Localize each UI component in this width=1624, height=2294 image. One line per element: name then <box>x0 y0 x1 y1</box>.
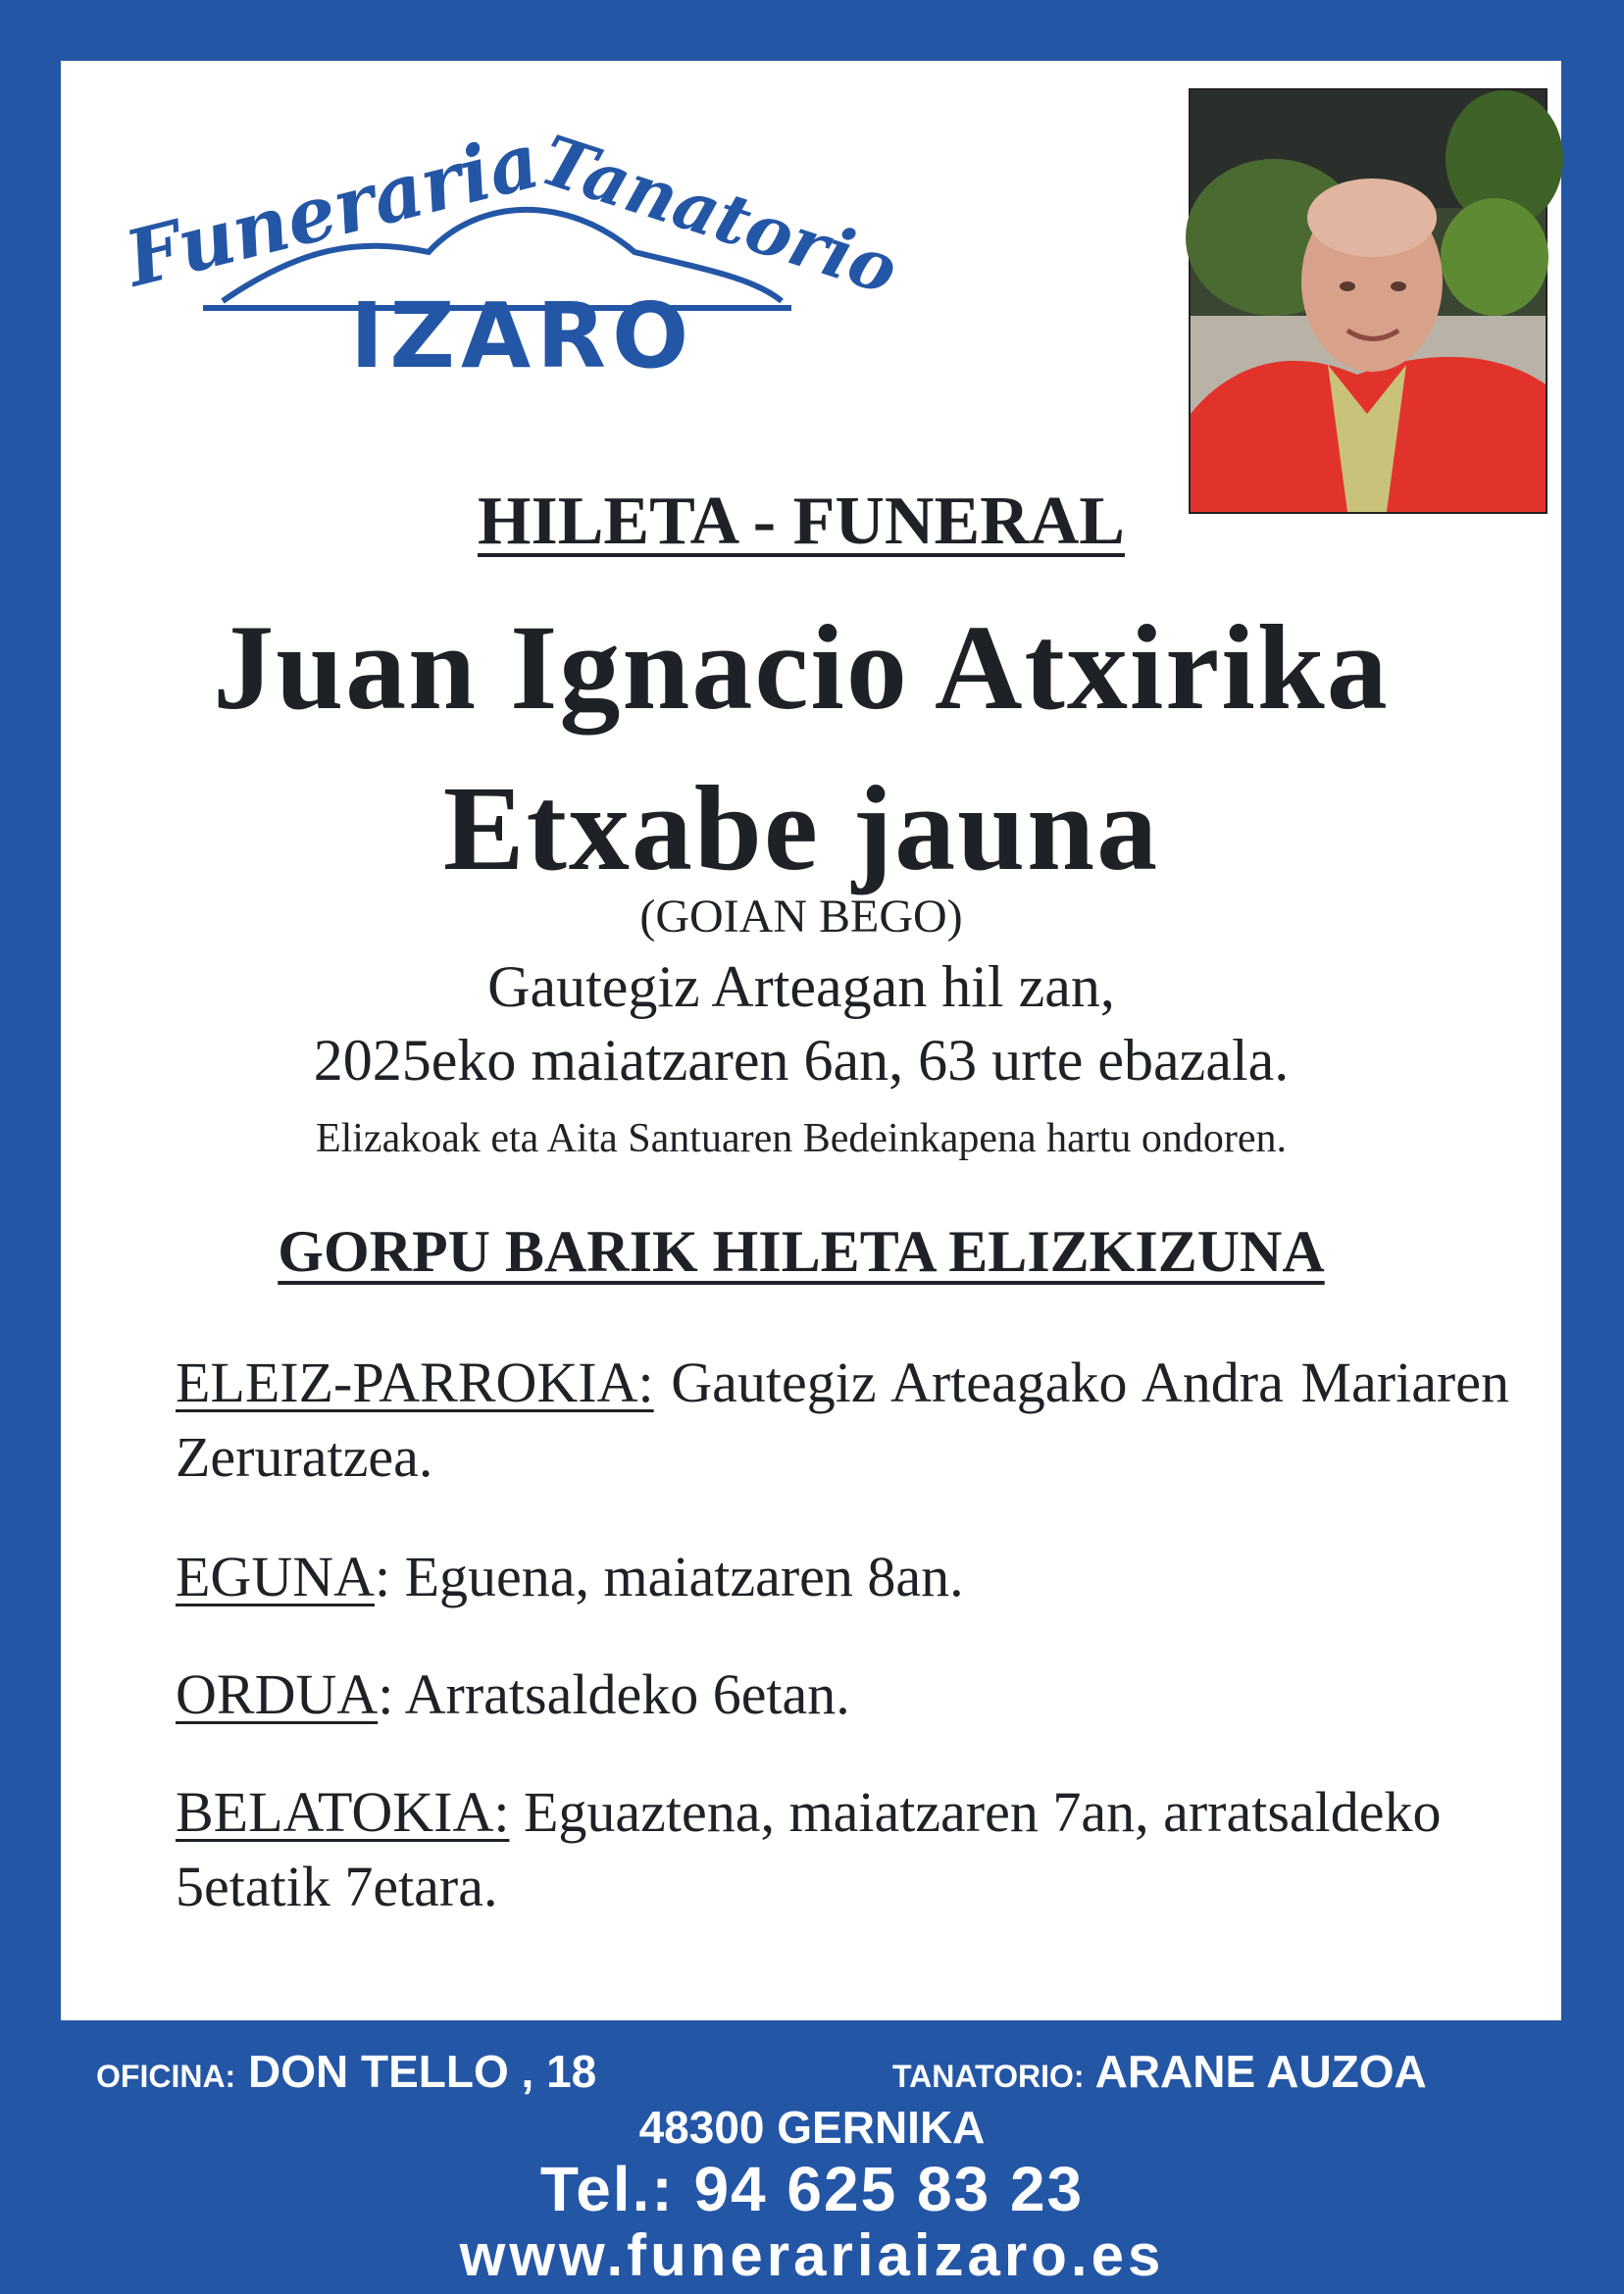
ceremony-title: GORPU BARIK HILETA ELIZKIZUNA <box>278 1219 1325 1284</box>
detail-text: : Eguena, maiatzaren 8an. <box>374 1545 964 1608</box>
deceased-name-line1: Juan Ignacio Atxirika <box>213 600 1390 735</box>
footer-city: 48300 GERNIKA <box>638 2102 986 2153</box>
izaro-logo <box>105 90 908 404</box>
detail-label: BELATOKIA: <box>176 1780 510 1844</box>
detail-label: EGUNA <box>176 1545 375 1608</box>
detail-label: ORDUA <box>176 1662 379 1726</box>
logo-brand: IZARO <box>350 283 695 388</box>
detail-time <box>176 1657 1509 1732</box>
deceased-name-line2: Etxabe jauna <box>442 761 1160 895</box>
detail-text: : Arratsaldeko 6etan. <box>378 1662 850 1726</box>
detail-label: ELEIZ-PARROKIA: <box>176 1351 654 1414</box>
logo-graphic <box>105 90 908 404</box>
motto: (GOIAN BEGO) <box>639 891 963 943</box>
footer-phone: Tel.: 94 625 83 23 <box>539 2154 1085 2224</box>
tanatorio-address <box>892 2045 1427 2098</box>
portrait-photo <box>1189 88 1548 514</box>
office-value: DON TELLO , 18 <box>247 2046 597 2097</box>
logo-script-word1: Funeraria <box>117 116 548 305</box>
death-place: Gautegiz Arteagan hil zan, <box>487 954 1115 1019</box>
detail-parish <box>176 1346 1509 1495</box>
detail-day <box>176 1540 1509 1614</box>
office-label: OFICINA: <box>96 2059 236 2094</box>
notice-title: HILETA - FUNERAL <box>478 484 1125 559</box>
logo-script-word2: Tanatorio <box>531 119 908 311</box>
detail-wake <box>176 1775 1509 1924</box>
sacraments-note: Elizakoak eta Aita Santuaren Bedeinkapena hartu ondoren. <box>315 1116 1288 1161</box>
death-date-age: 2025eko maiatzaren 6an, 63 urte ebazala. <box>313 1028 1290 1093</box>
office-address <box>96 2045 596 2098</box>
detail-text: Gautegiz Arteagako Andra Mariaren Zeruratzea. <box>176 1351 1509 1489</box>
tanatorio-label: TANATORIO: <box>892 2059 1085 2094</box>
tanatorio-value: ARANE AUZOA <box>1094 2046 1427 2097</box>
footer-website: www.funerariaizaro.es <box>459 2222 1165 2288</box>
detail-text: Eguaztena, maiatzaren 7an, arratsaldeko 5etatik 7etara. <box>176 1780 1442 1918</box>
obituary-sheet <box>61 61 1561 2020</box>
